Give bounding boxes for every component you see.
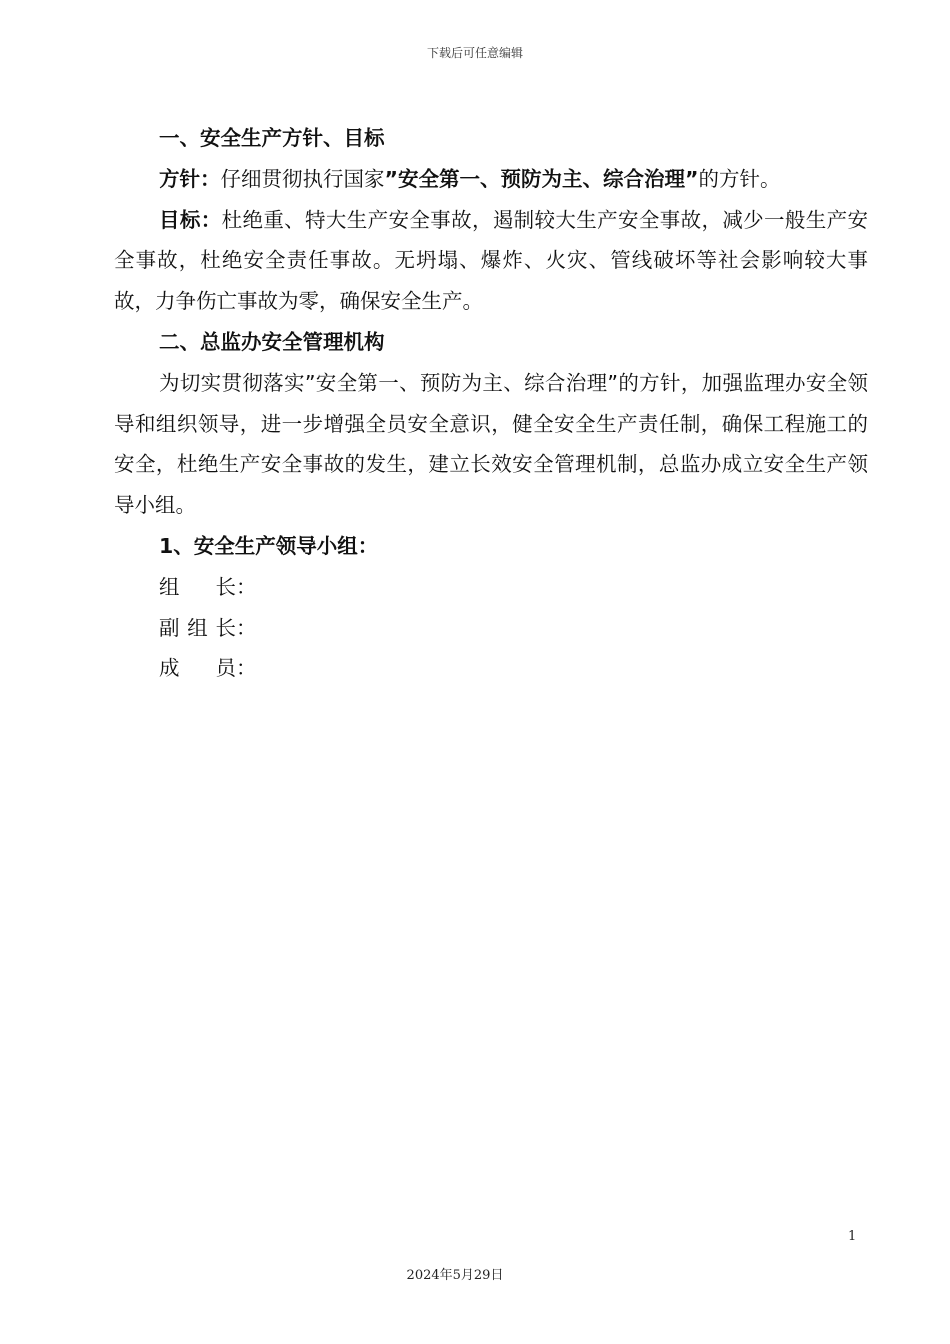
policy-text-post: 的方针。 [698,166,781,191]
roster-value: ： [236,656,257,681]
goal-label: 目标： [159,207,222,232]
policy-text-pre: 仔细贯彻执行国家 [220,166,385,191]
roster-line-deputy-leader [114,608,868,649]
goal-paragraph [114,200,868,322]
roster-label: 成员 [159,656,236,681]
page-number: 1 [848,1229,857,1244]
roster-value: ： [236,574,257,599]
roster-label: 副组长 [159,615,236,640]
section-heading-safety-organization: 二、总监办安全管理机构 [159,329,385,354]
policy-text-slogan: ”安全第一、预防为主、综合治理” [384,166,699,191]
page-header: 下载后可任意编辑 [426,46,523,60]
roster-line-leader [114,567,868,608]
section-heading-policy-goals: 一、安全生产方针、目标 [159,126,385,150]
roster-label: 组长 [159,574,236,599]
document-body [114,118,868,689]
roster-line-members [114,648,868,689]
subheading-leadership-group: 1、安全生产领导小组： [159,533,379,558]
organization-paragraph: 为切实贯彻落实”安全第一、预防为主、综合治理”的方针，加强监理办安全领导和组织领导，进一步增强全员安全意识，健全安全生产责任制，确保工程施工的安全，杜绝生产安全事故的发生，建立长效安全管理机制，总监办成立安全生产领导小组。 [114,370,868,518]
policy-label: 方针： [159,166,221,191]
roster-value: ： [236,615,257,640]
policy-paragraph [114,159,868,200]
page-footer-date: 2024年5月29日 [406,1268,504,1283]
goal-text: 杜绝重、特大生产安全事故，遏制较大生产安全事故，减少一般生产安全事故，杜绝安全责任事故。无坍塌、爆炸、火灾、管线破坏等社会影响较大事故，力争伤亡事故为零，确保安全生产。 [114,207,869,314]
